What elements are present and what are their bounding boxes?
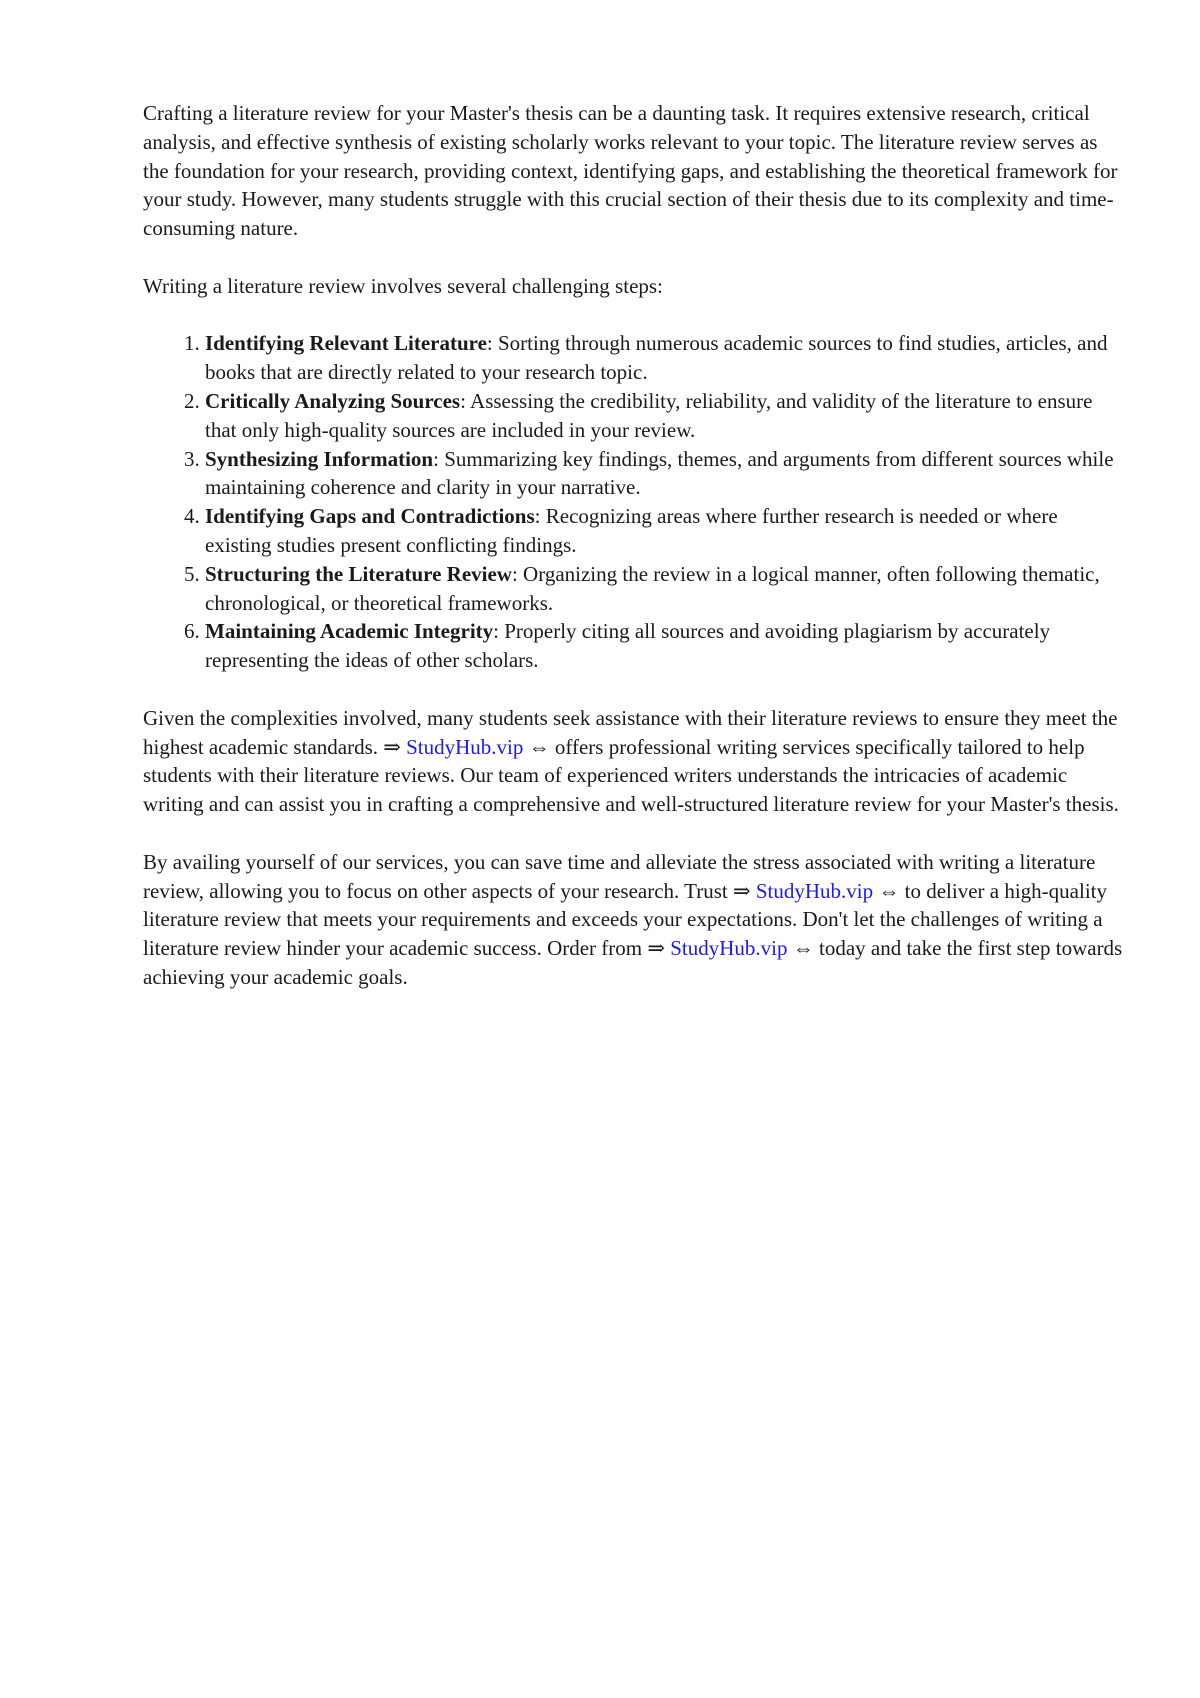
closing-text-3: ⇔ today and take the first step towards achieving your academic goals. (143, 936, 1123, 989)
list-item (205, 502, 1123, 560)
document-page (143, 99, 1123, 1021)
list-item (205, 387, 1123, 445)
list-item (205, 617, 1123, 675)
list-item (205, 329, 1123, 387)
step-term: Identifying Gaps and Contradictions (205, 504, 535, 529)
assistance-text-after: ⇔ offers professional writing services specifically tailored to help students with their literature reviews. Our team of experienced writers understands the intricacies of academic writing and can assist you in crafting a comprehensive and well-structured literature review for your Master's thesis. (143, 734, 1119, 817)
step-description: : Properly citing all sources and avoiding plagiarism by accurately representing the ideas of other scholars. (205, 619, 1051, 673)
list-item (205, 445, 1123, 503)
steps-list (143, 329, 1123, 675)
step-term: Maintaining Academic Integrity (205, 619, 494, 644)
closing-text-2: ⇔ to deliver a high-quality literature review that meets your requirements and exceeds your expectations. Don't let the challenges of writing a literature review hinder your academic success. Order from ⇒ (143, 878, 1107, 961)
assistance-text-before: Given the complexities involved, many students seek assistance with their literature reviews to ensure they meet the highest academic standards. ⇒ (143, 705, 1118, 759)
assistance-paragraph (143, 704, 1123, 819)
studyhub-link[interactable]: StudyHub.vip (406, 734, 524, 759)
step-term: Critically Analyzing Sources (205, 388, 461, 413)
step-term: Synthesizing Information (205, 446, 434, 471)
step-description: : Organizing the review in a logical manner, often following thematic, chronological, or theoretical frameworks. (205, 561, 1100, 615)
step-description: : Assessing the credibility, reliability, and validity of the literature to ensure that only high-quality sources are included in your review. (205, 388, 1093, 442)
closing-paragraph (143, 848, 1123, 992)
step-description: : Summarizing key findings, themes, and arguments from different sources while maintaining coherence and clarity in your narrative. (205, 446, 1114, 500)
closing-text-1: By availing yourself of our services, you can save time and alleviate the stress associated with writing a literature review, allowing you to focus on other aspects of your research. Trust ⇒ (143, 849, 1096, 903)
step-description: : Sorting through numerous academic sources to find studies, articles, and books that are directly related to your research topic. (205, 331, 1108, 385)
step-description: : Recognizing areas where further research is needed or where existing studies present conflicting findings. (205, 504, 1058, 557)
step-term: Identifying Relevant Literature (205, 331, 487, 356)
studyhub-link[interactable]: StudyHub.vip (670, 936, 788, 961)
intro-paragraph: Crafting a literature review for your Master's thesis can be a daunting task. It requires extensive research, critical analysis, and effective synthesis of existing scholarly works relevant to your topic. The literature review serves as the foundation for your research, providing context, identifying gaps, and establishing the theoretical framework for your study. However, many students struggle with this crucial section of their thesis due to its complexity and time-consuming nature. (143, 101, 1118, 241)
step-term: Structuring the Literature Review (205, 561, 512, 586)
list-item (205, 560, 1123, 618)
steps-intro: Writing a literature review involves several challenging steps: (143, 273, 663, 298)
studyhub-link[interactable]: StudyHub.vip (755, 878, 874, 903)
